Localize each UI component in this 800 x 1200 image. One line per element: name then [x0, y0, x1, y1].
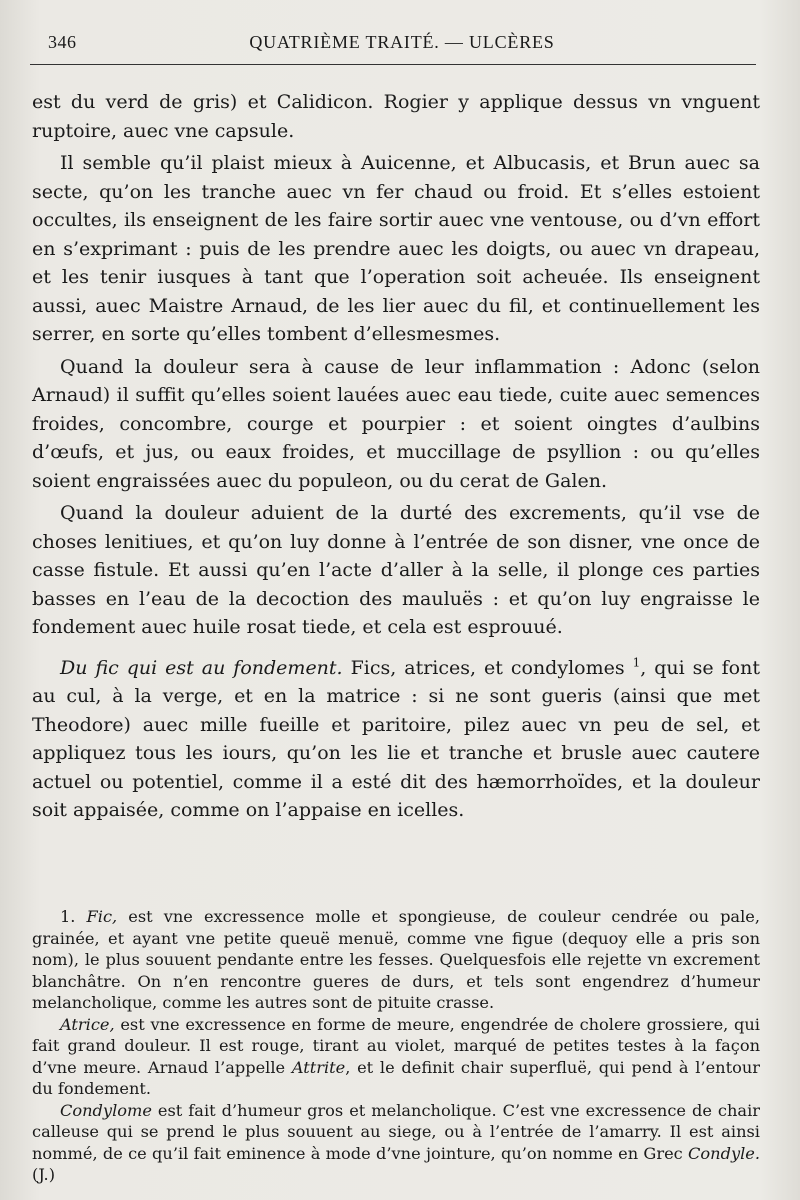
paragraph-text: Fics, atrices, et condylomes [342, 656, 633, 679]
footnote-term: Attrite [291, 1057, 346, 1077]
paragraph: Quand la douleur aduient de la durté des excrements, qu’il vse de choses lenitiues, et qu’on luy donne à l’entrée de son disner, vne once de casse fistule. Et aussi qu’en l’acte d’aller à la selle, il plonge ces parties basses en l’eau de la decoction des mauluës : et qu’on luy engraisse le fondement auec huile rosat tiede, et cela est esprouué. [32, 502, 760, 638]
header-rule [30, 64, 756, 65]
footnote [32, 1100, 760, 1186]
section-paragraph [32, 654, 760, 825]
page-header [48, 30, 756, 60]
footnote-term: Condyle. [688, 1143, 760, 1163]
main-text [32, 88, 760, 829]
paragraph: Quand la douleur sera à cause de leur inflammation : Adonc (selon Arnaud) il suffit qu’elles soient lauées auec eau tiede, cuite auec semences froides, concombre, courge et pourpier : et soient oingtes d’aulbins d’œufs, et jus, ou eaux froides, et muccillage de psyllion : ou qu’elles soient engraissées auec du populeon, ou du cerat de Galen. [32, 355, 760, 492]
footnote-text: est fait d’humeur gros et melancholique. C’est vne excressence de chair calleuse qui se prend le plus souuent au siege, ou à l’entrée de l’amarry. Il est ainsi nommé, de ce qu’il fait eminence à mode d’vne jointure, qu’on nomme en Grec [32, 1100, 760, 1163]
footnotes [32, 906, 760, 1186]
section-heading: Du fic qui est au fondement. [60, 656, 343, 679]
footnote-text: est vne excressence molle et spongieuse, de couleur cendrée ou pale, grainée, et ayant vne petite queuë menuë, comme vne figue (dequoy elle a pris son nom), le plus souuent pendante entre les fesses. Quelquesfois elle rejette vn excrement blanchâtre. On n’en rencontre gueres de durs, et tels sont engendrez d’humeur melancholique, comme les autres sont de pituite crasse. [32, 907, 760, 1012]
paragraph-text: , qui se font au cul, à la verge, et en la matrice : si ne sont gueris (ainsi que met Theodore) auec mille fueille et paritoire, pilez auec vn peu de sel, et appliquez tous les iours, qu’on les lie et tranche et brusle auec cautere actuel ou potentiel, comme il a esté dit des hæmorrhoïdes, et la douleur soit appaisée, comme on l’appaise en icelles. [32, 656, 760, 821]
running-title: QUATRIÈME TRAITÉ. — ULCÈRES [249, 32, 555, 52]
footnote-term: Condylome [60, 1100, 152, 1120]
footnote-text: (J.) [32, 1165, 56, 1184]
footnote-term: Atrice, [60, 1014, 115, 1034]
paragraph: est du verd de gris) et Calidicon. Rogier y applique dessus vn vnguent ruptoire, auec vne capsule. [32, 91, 760, 142]
footnote-reference: 1 [632, 655, 641, 670]
footnote-number: 1. [60, 907, 87, 926]
page-number: 346 [48, 32, 77, 52]
footnote-text: est vne excressence en forme de meure, engendrée de cholere grossiere, qui fait grand douleur. Il est rouge, tirant au violet, marqué de petites testes à la façon d’vne meure. Arnaud l’appelle [32, 1014, 760, 1077]
paragraph: Il semble qu’il plaist mieux à Auicenne, et Albucasis, et Brun auec sa secte, qu’on les tranche auec vn fer chaud ou froid. Et s’elles estoient occultes, ils enseignent de les faire sortir auec vne ventouse, ou d’vn effort en s’exprimant : puis de les prendre auec les doigts, ou auec vn drapeau, et les tenir iusques à tant que l’operation soit acheuée. Ils enseignent aussi, auec Maistre Arnaud, de les lier auec du fil, et continuellement les serrer, en sorte qu’elles tombent d’ellesmesmes. [32, 152, 760, 345]
footnote-text: , et le definit chair superfluë, qui pend à l’entour du fondement. [32, 1057, 760, 1098]
footnote [32, 906, 760, 1014]
footnote-term: Fic, [86, 907, 118, 926]
footnote [32, 1014, 760, 1100]
